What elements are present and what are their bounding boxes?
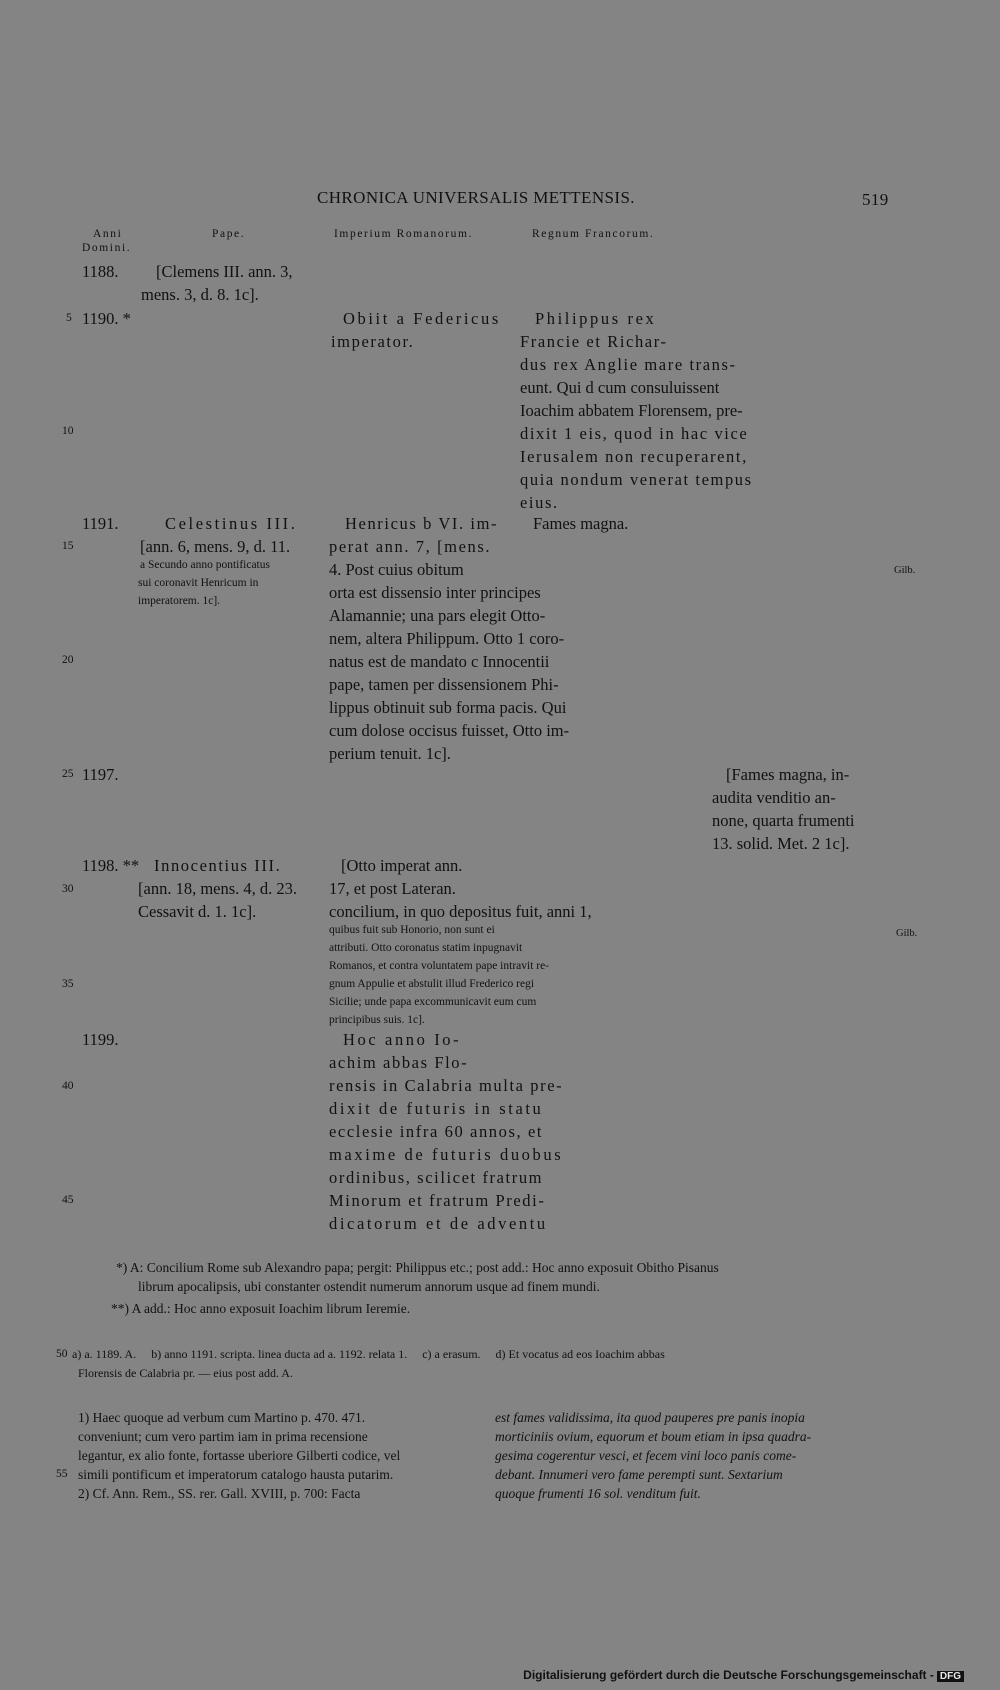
pape-entry-line: [ann. 18, mens. 4, d. 23. — [138, 879, 298, 898]
digitization-credit — [523, 1668, 964, 1682]
year-label: 1190. * — [82, 309, 131, 328]
column-heading-anni: Anni — [93, 228, 123, 240]
regnum-entry-line: audita venditio an- — [712, 788, 836, 807]
regnum-entry-line: eunt. Qui d cum consuluissent — [520, 378, 720, 397]
imperium-note-line: attributi. Otto coronatus statim inpugnavit — [329, 942, 523, 954]
imperium-note-line: quibus fuit sub Honorio, non sunt ei — [329, 924, 495, 936]
star-note-line: *) A: Concilium Rome sub Alexandro papa; pergit: Philippus etc.; post add.: Hoc anno exposuit Obitho Pisanus — [116, 1260, 719, 1275]
imperium-note-line: Romanos, et contra voluntatem pape intravit re- — [329, 960, 550, 972]
footnote-line: 2) Cf. Ann. Rem., SS. rer. Gall. XVIII, p. 700: Facta — [78, 1486, 361, 1501]
imperium-entry-line: 17, et post Lateran. — [329, 879, 456, 898]
imperium-entry-line: Minorum et fratrum Predi- — [329, 1191, 546, 1210]
footnote-line: est fames validissima, ita quod pauperes pre panis inopia — [495, 1410, 805, 1425]
imperium-note-line: gnum Appulie et abstulit illud Frederico regi — [329, 978, 535, 990]
line-number: 40 — [62, 1080, 74, 1092]
imperium-note-line: principibus suis. 1c]. — [329, 1014, 425, 1026]
pape-note-line: sui coronavit Henricum in — [138, 577, 259, 589]
imperium-entry-line: rensis in Calabria multa pre- — [329, 1076, 564, 1095]
imperium-entry-line: cum dolose occisus fuisset, Otto im- — [329, 721, 570, 740]
variant-note-line: a) a. 1189. A. b) anno 1191. scripta. linea ducta ad a. 1192. relata 1. c) a erasum. d) Et vocatus ad eos Ioachim abbas — [72, 1347, 665, 1361]
regnum-entry-line: Ierusalem non recuperarent, — [520, 447, 748, 466]
imperium-entry-line: orta est dissensio inter principes — [329, 583, 541, 602]
pape-entry-line: Cessavit d. 1. 1c]. — [138, 902, 257, 921]
regnum-entry-line: Ioachim abbatem Florensem, pre- — [520, 401, 743, 420]
star-note-line: librum apocalipsis, ubi constanter ostendit numerum annorum usque ad finem mundi. — [138, 1279, 600, 1294]
pape-entry-line: Innocentius III. — [154, 856, 282, 875]
page-number: 519 — [862, 190, 889, 209]
column-heading-pape: Pape. — [212, 228, 246, 240]
imperium-entry-line: maxime de futuris duobus — [329, 1145, 564, 1164]
pape-entry-line: Celestinus III. — [165, 514, 298, 533]
imperium-entry-line: imperator. — [331, 332, 415, 351]
imperium-entry-line: dicatorum et de adventu — [329, 1214, 548, 1233]
year-label: 1197. — [82, 765, 119, 784]
imperium-entry-line: perat ann. 7, [mens. — [329, 537, 492, 556]
margin-note: Gilb. — [894, 565, 916, 576]
line-number: 30 — [62, 883, 74, 895]
imperium-entry-line: achim abbas Flo- — [329, 1053, 469, 1072]
regnum-entry-line: dixit 1 eis, quod in hac vice — [520, 424, 749, 443]
imperium-entry-line: dixit de futuris in statu — [329, 1099, 544, 1118]
year-label: 1199. — [82, 1030, 119, 1049]
margin-note: Gilb. — [896, 928, 918, 939]
footnote-line: debant. Innumeri vero fame perempti sunt. Sextarium — [495, 1467, 783, 1482]
imperium-entry-line: Henricus b VI. im- — [345, 514, 499, 533]
imperium-entry-line: natus est de mandato c Innocentii — [329, 652, 550, 671]
credit-text: Digitalisierung gefördert durch die Deutsche Forschungsgemeinschaft - — [523, 1668, 934, 1682]
line-number: 20 — [62, 654, 74, 666]
line-number: 50 — [56, 1348, 68, 1360]
imperium-entry-line: Alamannie; una pars elegit Otto- — [329, 606, 546, 625]
imperium-entry-line: pape, tamen per dissensionem Phi- — [329, 675, 559, 694]
line-number: 15 — [62, 540, 74, 552]
line-number: 35 — [62, 978, 74, 990]
year-label: 1191. — [82, 514, 119, 533]
footnote-line: conveniunt; cum vero partim iam in prima recensione — [78, 1429, 368, 1444]
column-heading-domini: Domini. — [82, 242, 132, 254]
footnote-line: 1) Haec quoque ad verbum cum Martino p. 470. 471. — [78, 1410, 366, 1425]
regnum-entry-line: eius. — [520, 493, 559, 512]
regnum-entry-line: 13. solid. Met. 2 1c]. — [712, 834, 850, 853]
footnote-line: morticiniis ovium, equorum et boum etiam in ipsa quadra- — [495, 1429, 812, 1444]
footnote-line: quoque frumenti 16 sol. venditum fuit. — [495, 1486, 701, 1501]
variant-note-line: Florensis de Calabria pr. — eius post add. A. — [78, 1366, 293, 1380]
star-note-line: **) A add.: Hoc anno exposuit Ioachim librum Ieremie. — [111, 1301, 411, 1316]
imperium-entry-line: perium tenuit. 1c]. — [329, 744, 451, 763]
line-number: 5 — [66, 312, 72, 324]
year-label: 1198. ** — [82, 856, 140, 875]
footnote-line: simili pontificum et imperatorum catalogo hausta putarim. — [78, 1467, 394, 1482]
regnum-entry-line: dus rex Anglie mare trans- — [520, 355, 737, 374]
imperium-entry-line: ordinibus, scilicet fratrum — [329, 1168, 544, 1187]
regnum-entry-line: Francie et Richar- — [520, 332, 668, 351]
running-title: CHRONICA UNIVERSALIS METTENSIS. — [317, 188, 635, 207]
regnum-entry-line: [Fames magna, in- — [726, 765, 850, 784]
regnum-entry-line: Philippus rex — [535, 309, 657, 328]
regnum-entry-line: quia nondum venerat tempus — [520, 470, 753, 489]
imperium-entry-line: Hoc anno Io- — [343, 1030, 462, 1049]
pape-entry-line: [Clemens III. ann. 3, — [156, 262, 293, 281]
line-number: 45 — [62, 1194, 74, 1206]
pape-note-line: imperatorem. 1c]. — [138, 595, 221, 607]
year-label: 1188. — [82, 262, 119, 281]
imperium-entry-line: ecclesie infra 60 annos, et — [329, 1122, 544, 1141]
pape-entry-line: [ann. 6, mens. 9, d. 11. — [140, 537, 291, 556]
footnote-line: legantur, ex alio fonte, fortasse uberiore Gilberti codice, vel — [78, 1448, 401, 1463]
line-number: 55 — [56, 1468, 68, 1480]
line-number: 10 — [62, 425, 74, 437]
imperium-entry-line: nem, altera Philippum. Otto 1 coro- — [329, 629, 565, 648]
imperium-entry-line: [Otto imperat ann. — [341, 856, 463, 875]
regnum-entry-line: Fames magna. — [533, 514, 629, 533]
pape-note-line: a Secundo anno pontificatus — [140, 559, 270, 571]
regnum-entry-line: none, quarta frumenti — [712, 811, 855, 830]
footnote-line: gesima cogerentur vesci, et fecem vini loco panis come- — [495, 1448, 797, 1463]
imperium-entry-line: 4. Post cuius obitum — [329, 560, 464, 579]
pape-entry-line: mens. 3, d. 8. 1c]. — [141, 285, 259, 304]
dfg-logo: DFG — [937, 1671, 964, 1682]
imperium-entry-line: lippus obtinuit sub forma pacis. Qui — [329, 698, 567, 717]
line-number: 25 — [62, 768, 74, 780]
column-heading-regnum: Regnum Francorum. — [532, 228, 655, 240]
column-heading-imperium: Imperium Romanorum. — [334, 228, 473, 240]
imperium-entry-line: concilium, in quo depositus fuit, anni 1, — [329, 902, 592, 921]
imperium-entry-line: Obiit a Federicus — [343, 309, 501, 328]
imperium-note-line: Sicilie; unde papa excommunicavit eum cum — [329, 996, 537, 1008]
